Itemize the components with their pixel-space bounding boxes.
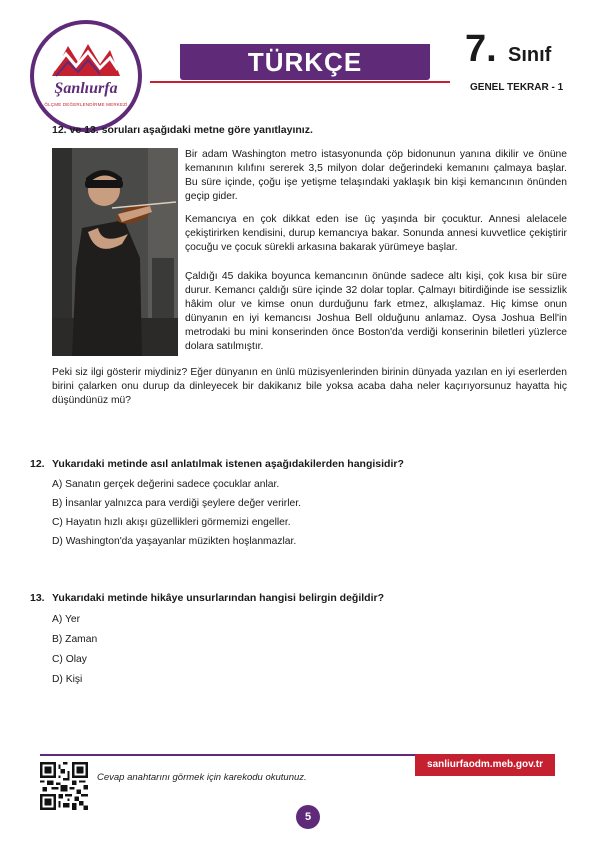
question-12-option-b[interactable]: B) İnsanlar yalnızca para verdiği şeylere değer verirler. bbox=[52, 498, 301, 509]
violinist-photo bbox=[52, 148, 178, 356]
passage-paragraph-3: Çaldığı 45 dakika boyunca kemancının önünde sadece altı kişi, çok kısa bir süre durur. Kemancı çaldığı süre içinde 32 dolar toplar. Çalmayı bitirdiğinde ise sessizlik hâkim olur ve kimse onun durduğunu fark etmez, alkışlamaz. Hiç kimse onun dünyanın en iyi kemancısı Joshua Bell olduğunu anlamaz. Oysa Joshua Bell'in metrodaki bu mini konserinden önce Boston'da verdiği konserinin biletleri yüzlerce dolara satılmıştır. bbox=[185, 271, 567, 352]
website-link[interactable]: sanliurfaodm.meb.gov.tr bbox=[427, 759, 543, 770]
question-12-option-c[interactable]: C) Hayatın hızlı akışı güzellikleri görmemizi engeller. bbox=[52, 517, 291, 528]
qr-caption: Cevap anahtarını görmek için karekodu okutunuz. bbox=[97, 772, 307, 783]
passage-paragraph-2: Kemancıya en çok dikkat eden ise üç yaşında bir çocuktur. Annesi alelacele çekiştirirken kendisini, durup kemancıya bakar. Sonunda annesi kuvvetlice çekiştirir çocuğu ve çocuk sürekli arkasına bakarak yürümeye başlar. bbox=[185, 214, 567, 253]
question-13 bbox=[30, 592, 384, 604]
website-badge[interactable] bbox=[415, 754, 555, 776]
title-underline bbox=[150, 81, 450, 83]
grade-number: 7. bbox=[465, 28, 497, 70]
question-number: 12. bbox=[30, 458, 45, 470]
review-title: GENEL TEKRAR - 1 bbox=[470, 82, 564, 93]
passage-paragraph-4: Peki siz ilgi gösterir miydiniz? Eğer dünyanın en ünlü müzisyenlerinden birinin dünyada yazılan en iyi eserlerden birini çalarken onu durup da dinleyecek bir dakikanız bile yoksa acaba daha neler kaçırıyorsunuz hayatta hiç düşündünüz mü? bbox=[52, 367, 567, 406]
question-13-option-d[interactable]: D) Kişi bbox=[52, 674, 83, 685]
page-number: 5 bbox=[296, 805, 320, 829]
logo-name: Şanlıurfa bbox=[54, 80, 118, 97]
question-13-option-b[interactable]: B) Zaman bbox=[52, 634, 98, 645]
subject-title: TÜRKÇE bbox=[247, 47, 363, 77]
question-13-option-c[interactable]: C) Olay bbox=[52, 654, 87, 665]
violinist-illustration bbox=[52, 148, 178, 356]
logo-subtitle: ÖLÇME DEĞERLENDİRME MERKEZİ bbox=[44, 102, 128, 107]
question-text: Yukarıdaki metinde asıl anlatılmak istenen aşağıdakilerden hangisidir? bbox=[52, 458, 404, 470]
question-12-option-d[interactable]: D) Washington'da yaşayanlar müzikten hoşlanmazlar. bbox=[52, 536, 297, 547]
question-12 bbox=[30, 458, 404, 470]
question-text: Yukarıdaki metinde hikâye unsurlarından hangisi belirgin değildir? bbox=[52, 592, 384, 604]
logo bbox=[30, 20, 142, 132]
grade-label: Sınıf bbox=[508, 44, 552, 66]
passage-instruction: 12. ve 13. soruları aşağıdaki metne göre yanıtlayınız. bbox=[52, 124, 313, 136]
question-13-option-a[interactable]: A) Yer bbox=[52, 614, 81, 625]
question-12-option-a[interactable]: A) Sanatın gerçek değerini sadece çocuklar anlar. bbox=[52, 479, 280, 490]
subject-banner bbox=[180, 44, 430, 80]
mountain-logo-icon bbox=[48, 40, 124, 78]
question-number: 13. bbox=[30, 592, 45, 604]
qr-code-icon[interactable] bbox=[40, 762, 88, 810]
passage-paragraph-1: Bir adam Washington metro istasyonunda çöp bidonunun yanına dikilir ve önüne kemanının kılıfını sererek 3,5 milyon dolar değerindeki kemanını çalmaya başlar. Bu süre içinde, çoğu işe yetişme telaşındaki yaklaşık bin kişi kemancının önünden geçip gider. bbox=[185, 149, 567, 202]
